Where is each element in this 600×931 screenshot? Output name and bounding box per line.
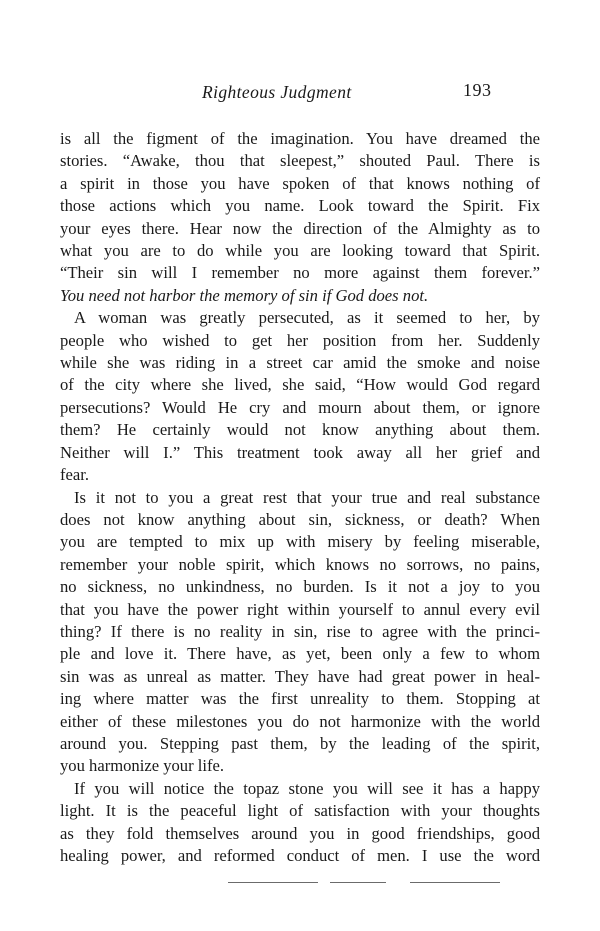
text-line: those actions which you name. Look toward the Spirit. Fix [60,196,540,216]
text-line: while she was riding in a street car amid the smoke and noise [60,353,540,373]
text-line: Is it not to you a great rest that your true and real substance [74,487,540,507]
body-text [60,128,540,867]
text-line: “Their sin will I remember no more against them forever.” [60,263,540,283]
text-line: is all the figment of the imagination. You have dreamed the [60,129,540,148]
text-line: ing where matter was the first unreality to them. Stopping at [60,689,540,709]
page-number: 193 [463,80,492,100]
footer-divider [410,882,500,883]
text-line: you harmonize your life. [60,756,225,776]
text-line: persecutions? Would He cry and mourn about them, or ignore [60,397,540,417]
text-line: does not know anything about sin, sickness, or death? When [60,509,540,529]
text-line: sin was as unreal as matter. They have had great power in heal- [60,666,540,686]
text-line: A woman was greatly persecuted, as it seemed to her, by [74,308,540,328]
text-line: no sickness, no unkindness, no burden. Is it not a joy to you [60,577,540,597]
running-title: Righteous Judgment [202,82,352,102]
text-line: as they fold themselves around you in good friendships, good [60,823,540,843]
text-line: stories. “Awake, thou that sleepest,” shouted Paul. There is [60,151,540,171]
text-line: Neither will I.” This treatment took away all her grief and [60,442,540,462]
footer-divider [228,882,318,883]
text-line: a spirit in those you have spoken of that knows nothing of [60,173,540,193]
text-line: them? He certainly would not know anything about them. [60,420,540,440]
text-line: that you have the power right within yourself to annul every evil [60,599,540,619]
text-line: your eyes there. Hear now the direction of the Almighty as to [60,218,540,238]
text-line: remember your noble spirit, which knows no sorrows, no pains, [60,554,540,574]
emphasized-text-line: You need not harbor the memory of sin if God does not. [60,285,429,305]
paragraph-1 [60,128,540,307]
footer-divider [330,882,386,883]
paragraph-3 [60,487,540,778]
text-line: fear. [60,465,90,485]
text-line: ple and love it. There have, as yet, been only a few to whom [60,644,540,664]
text-line: of the city where she lived, she said, “How would God regard [60,375,540,395]
text-line: what you are to do while you are looking toward that Spirit. [60,241,540,261]
text-line: thing? If there is no reality in sin, rise to agree with the princi- [60,621,540,641]
text-line: either of these milestones you do not harmonize with the world [60,711,540,731]
text-line: healing power, and reformed conduct of men. I use the word [60,846,540,865]
running-head [0,80,600,110]
text-line: people who wished to get her position from her. Suddenly [60,330,540,350]
text-line: you are tempted to mix up with misery by feeling miserable, [60,532,540,552]
paragraph-4 [60,778,540,868]
paragraph-2 [60,307,540,486]
text-line: around you. Stepping past them, by the leading of the spirit, [60,733,540,753]
text-line: If you will notice the topaz stone you will see it has a happy [74,778,540,798]
text-line: light. It is the peaceful light of satisfaction with your thoughts [60,801,540,821]
